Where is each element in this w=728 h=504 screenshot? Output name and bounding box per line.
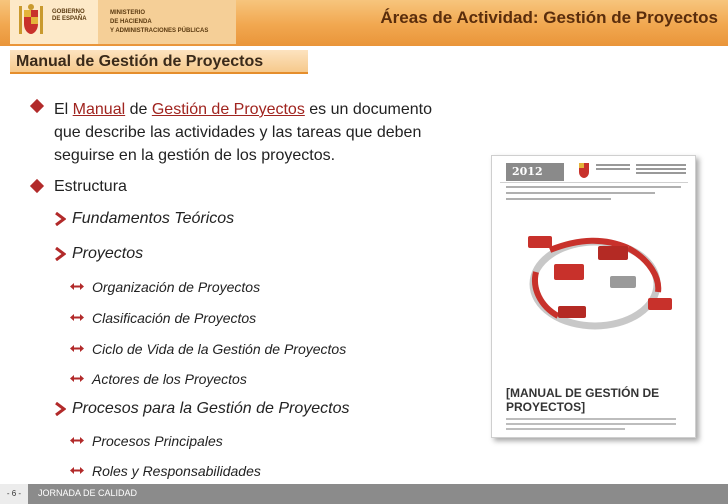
chevron-right-icon (54, 212, 66, 226)
manual-link[interactable]: Manual (72, 101, 126, 118)
double-arrow-icon (70, 467, 84, 474)
cover-description (506, 418, 676, 433)
diamond-bullet-icon (30, 99, 44, 113)
cover-subtitle (506, 186, 681, 208)
chevron-right-icon (54, 402, 66, 416)
cycle-diagram (510, 226, 680, 336)
double-arrow-icon (70, 314, 84, 321)
page-number: - 6 - (0, 484, 28, 504)
cover-title: [MANUAL DE GESTIÓN DE PROYECTOS] (506, 386, 660, 414)
government-name: GOBIERNO DE ESPAÑA (52, 9, 87, 22)
double-arrow-icon (70, 437, 84, 444)
section-title-box (10, 50, 308, 74)
intro-paragraph: El Manual de Gestión de Proyectos es un documento que describe las actividades y las tareas que deben seguirse en la gestión de los proyectos. (54, 101, 433, 164)
manual-cover-image (491, 155, 696, 438)
ministry-name: MINISTERIO DE HACIENDA Y ADMINISTRACIONES PÚBLICAS (110, 10, 209, 34)
cover-ministry-label (636, 162, 686, 178)
footer-text: JORNADA DE CALIDAD (38, 488, 138, 498)
section-title: Manual de Gestión de Proyectos (16, 53, 264, 70)
double-arrow-icon (70, 283, 84, 290)
gestion-proyectos-link[interactable]: Gestión de Proyectos (151, 101, 305, 118)
cover-gov-label (596, 162, 630, 178)
chevron-right-icon (54, 247, 66, 261)
coat-of-arms-icon (16, 4, 46, 38)
coat-of-arms-icon (576, 160, 592, 180)
double-arrow-icon (70, 345, 84, 352)
slide-header-title: Áreas de Actividad: Gestión de Proyectos (380, 8, 718, 27)
cover-year: 2012 (506, 163, 564, 181)
diamond-bullet-icon (30, 179, 44, 193)
double-arrow-icon (70, 375, 84, 382)
estructura-label: Estructura (54, 178, 127, 195)
